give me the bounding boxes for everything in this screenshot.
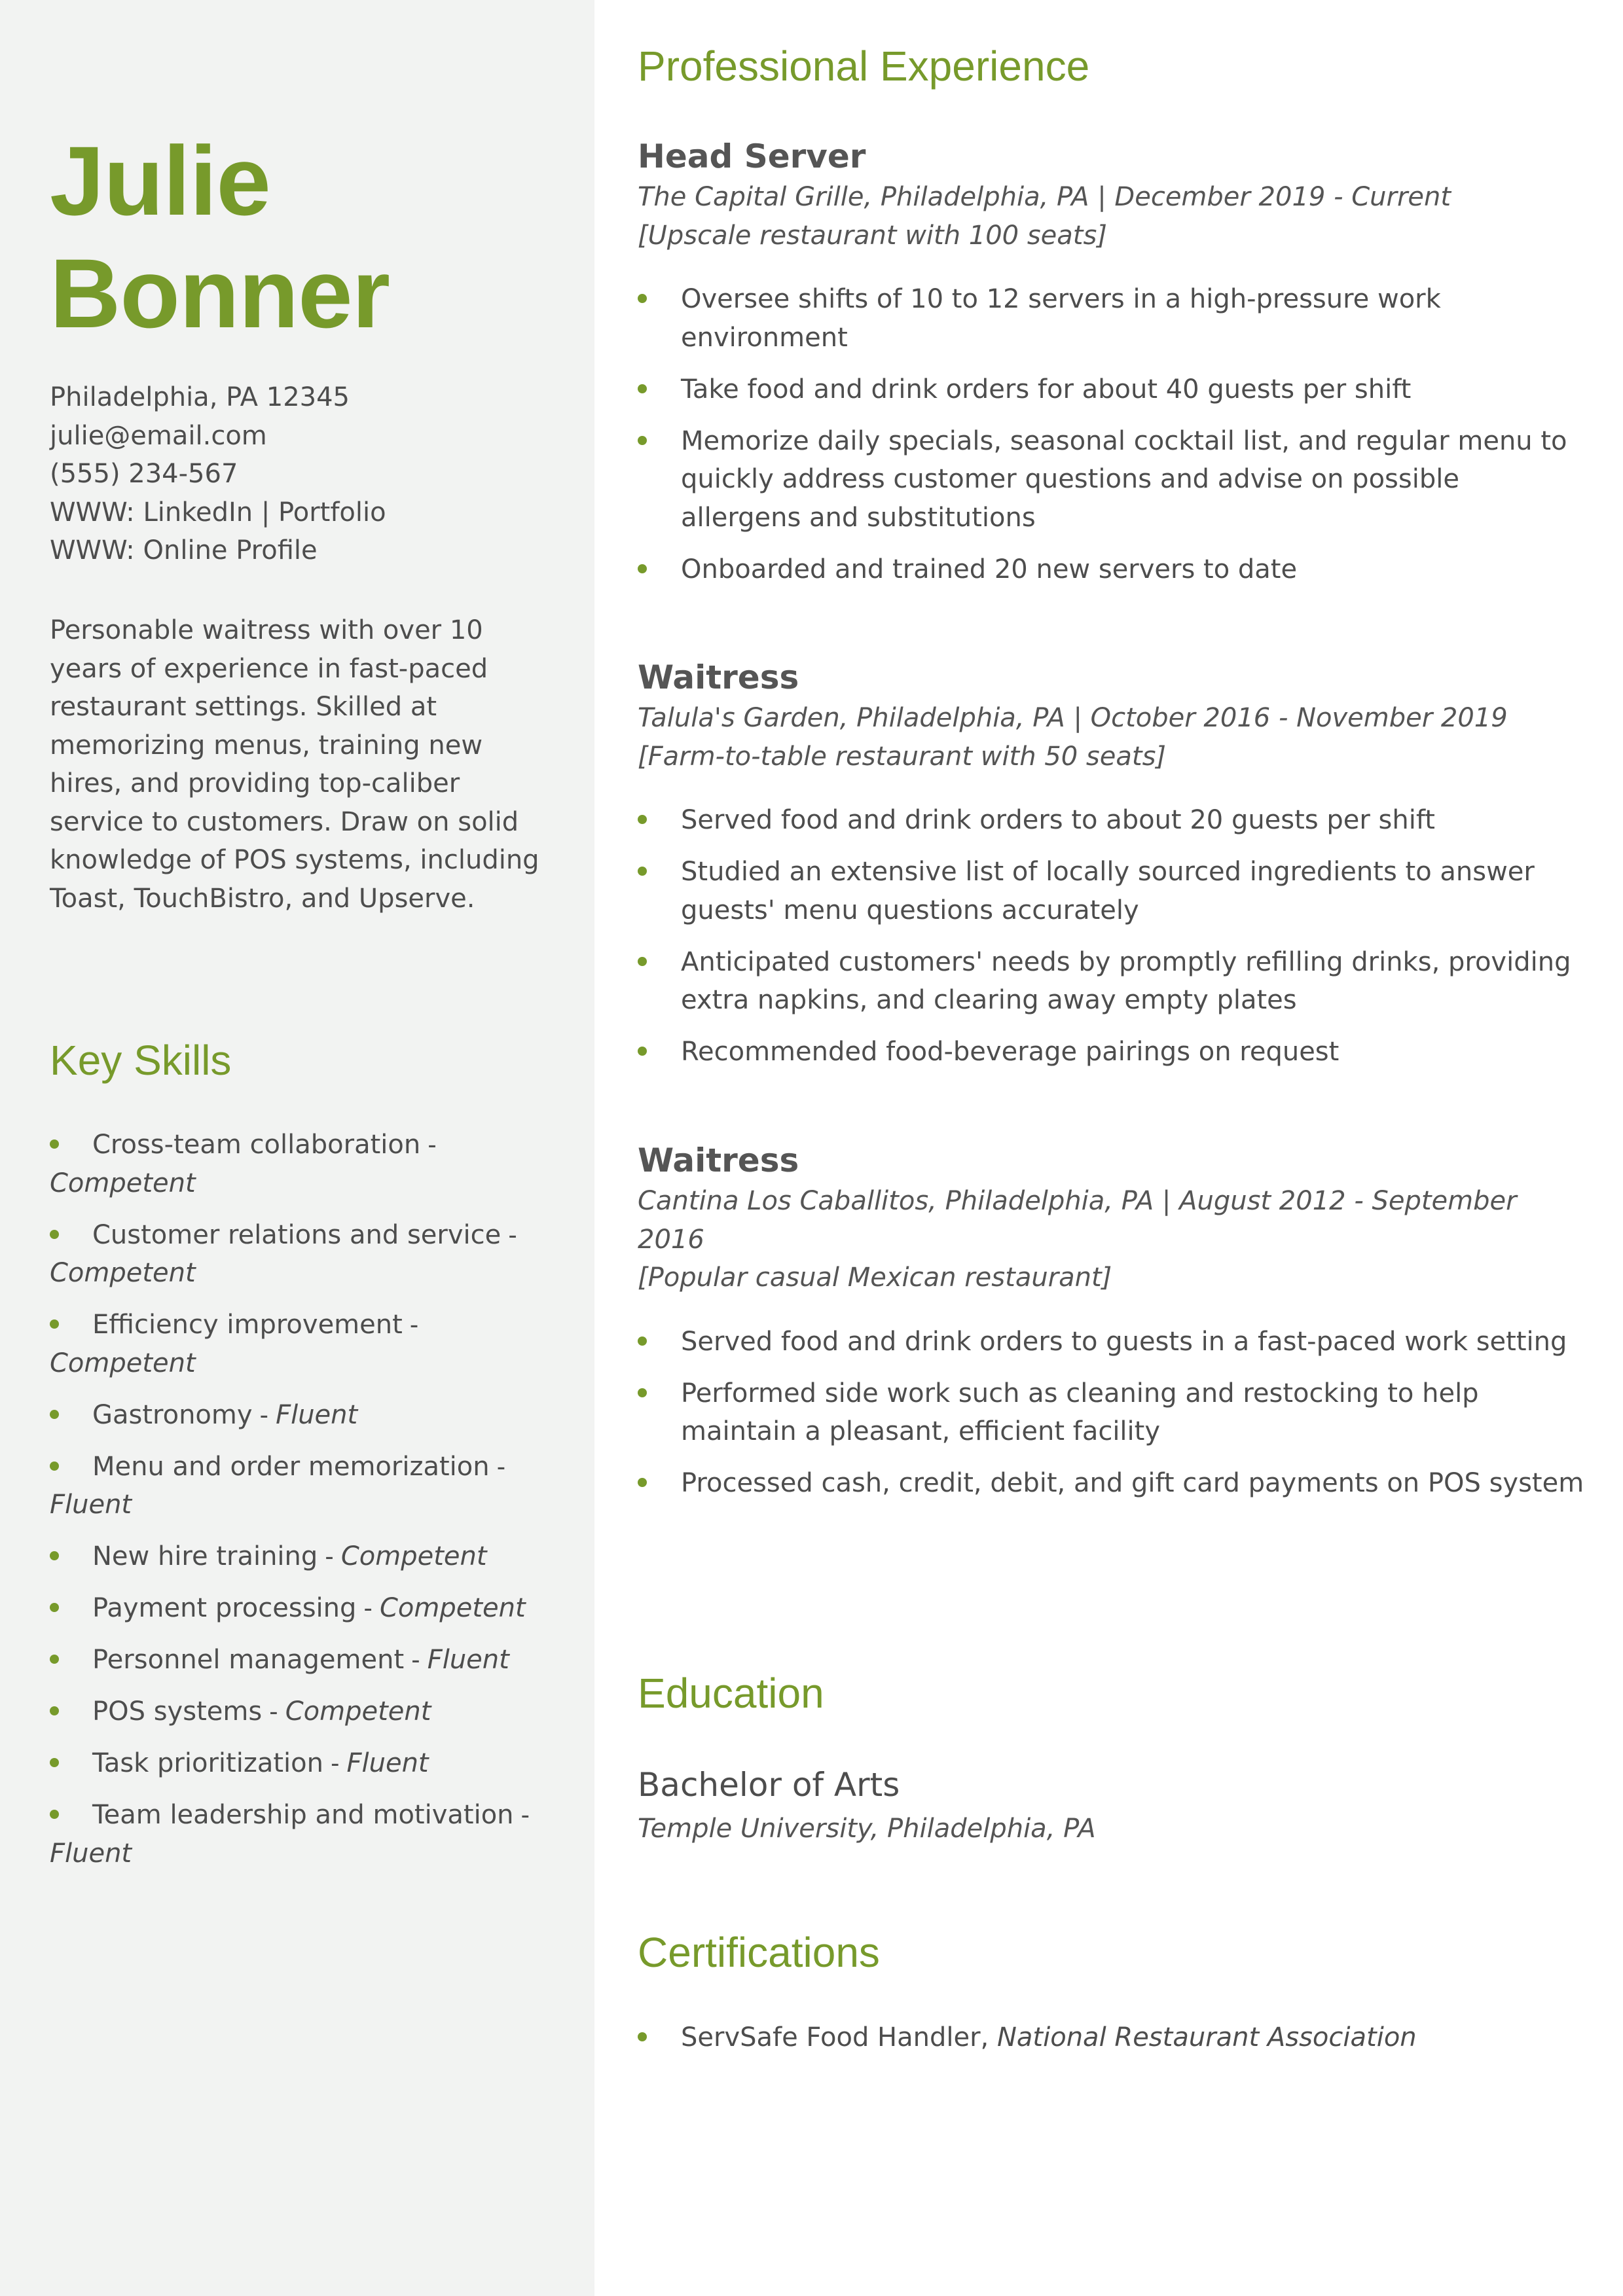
bullet-dot-icon xyxy=(638,957,647,966)
job-employer-dates: Cantina Los Caballitos, Philadelphia, PA | August 2012 - September 2016 xyxy=(638,1186,1517,1255)
skill-item: Menu and order memorization - Fluent xyxy=(50,1451,506,1520)
bullet-dot-icon xyxy=(50,1706,59,1715)
last-name: Bonner xyxy=(50,238,390,348)
skills-heading: Key Skills xyxy=(50,1037,232,1084)
skill-name: Team leadership and motivation xyxy=(92,1800,514,1830)
experience-heading: Professional Experience xyxy=(638,43,1090,90)
job-bullet: Anticipated customers' needs by promptly refilling drinks, providing extra napkins, and clearing away empty plates xyxy=(638,943,1587,1020)
bullet-dot-icon xyxy=(638,294,647,303)
skill-item: New hire training - Competent xyxy=(50,1537,554,1576)
job-bullet: Studied an extensive list of locally sourced ingredients to answer guests' menu questions accurately xyxy=(638,853,1587,929)
skill-level: Fluent xyxy=(50,1490,132,1520)
job-bullet: Memorize daily specials, seasonal cocktail list, and regular menu to quickly address customer questions and advise on possible allergens and substitutions xyxy=(638,422,1587,537)
skill-item: Payment processing - Competent xyxy=(50,1589,554,1628)
certification-org: National Restaurant Association xyxy=(997,2022,1417,2053)
bullet-dot-icon xyxy=(638,1047,647,1056)
bullet-dot-icon xyxy=(50,1230,59,1239)
bullet-dot-icon xyxy=(638,1336,647,1346)
bullet-dot-icon xyxy=(50,1139,59,1149)
job-title: Waitress xyxy=(638,1141,799,1179)
school: Temple University, Philadelphia, PA xyxy=(638,1814,1096,1844)
job-bullet: Served food and drink orders to about 20 guests per shift xyxy=(638,801,1587,840)
skill-level: Competent xyxy=(50,1258,196,1288)
skill-name: Efficiency improvement xyxy=(92,1310,403,1340)
job-employer-note: [Farm-to-table restaurant with 50 seats] xyxy=(638,741,1167,772)
skill-item: Customer relations and service - Competent xyxy=(50,1219,517,1288)
certification-item xyxy=(638,2018,1587,2057)
skill-item: Personnel management - Fluent xyxy=(50,1641,554,1679)
job-employer-note: [Popular casual Mexican restaurant] xyxy=(638,1263,1112,1293)
skill-name: Personnel management xyxy=(92,1645,405,1675)
skill-level: Fluent xyxy=(346,1748,429,1778)
bullet-dot-icon xyxy=(638,436,647,445)
first-name: Julie xyxy=(50,126,270,236)
skill-level: Competent xyxy=(379,1593,526,1623)
job-title: Head Server xyxy=(638,137,866,175)
skill-level: Competent xyxy=(50,1348,196,1378)
bullet-dot-icon xyxy=(638,815,647,824)
job-employer-dates: The Capital Grille, Philadelphia, PA | December 2019 - Current xyxy=(638,182,1451,212)
job-bullet: Recommended food-beverage pairings on request xyxy=(638,1033,1587,1071)
skill-item: Cross-team collaboration - Competent xyxy=(50,1130,437,1198)
phone: (555) 234-567 xyxy=(50,459,238,489)
skill-level: Fluent xyxy=(50,1838,132,1869)
bullet-dot-icon xyxy=(50,1462,59,1471)
skill-item: Gastronomy - Fluent xyxy=(50,1396,554,1435)
skill-name: Task prioritization xyxy=(92,1748,323,1778)
skills-list xyxy=(50,1126,554,1886)
job-employer-dates: Talula's Garden, Philadelphia, PA | October 2016 - November 2019 xyxy=(638,703,1508,733)
certification-name: ServSafe Food Handler, xyxy=(681,2022,989,2053)
skill-level: Competent xyxy=(340,1541,487,1571)
bullet-dot-icon xyxy=(638,2032,647,2041)
bullet-dot-icon xyxy=(638,1478,647,1487)
degree: Bachelor of Arts xyxy=(638,1766,900,1804)
certifications-heading: Certifications xyxy=(638,1929,880,1976)
job-bullet: Oversee shifts of 10 to 12 servers in a high-pressure work environment xyxy=(638,280,1587,357)
job-entry xyxy=(638,656,1587,1085)
bullet-dot-icon xyxy=(638,1388,647,1397)
skill-name: New hire training xyxy=(92,1541,318,1571)
contact-info xyxy=(50,378,386,570)
skill-level: Competent xyxy=(285,1696,431,1727)
job-bullet: Onboarded and trained 20 new servers to date xyxy=(638,550,1587,589)
online-profile: WWW: Online Profile xyxy=(50,535,318,565)
skill-name: POS systems xyxy=(92,1696,263,1727)
job-bullets xyxy=(638,1323,1587,1503)
skill-level: Fluent xyxy=(427,1645,509,1675)
sidebar xyxy=(0,0,594,2296)
skill-name: Customer relations and service xyxy=(92,1219,501,1250)
bullet-dot-icon xyxy=(638,564,647,573)
job-bullets xyxy=(638,280,1587,588)
skill-item: Task prioritization - Fluent xyxy=(50,1744,554,1783)
job-bullets xyxy=(638,801,1587,1071)
job-employer-note: [Upscale restaurant with 100 seats] xyxy=(638,220,1107,251)
job-bullet: Processed cash, credit, debit, and gift card payments on POS system xyxy=(638,1464,1587,1503)
location: Philadelphia, PA 12345 xyxy=(50,382,350,412)
job-bullet: Take food and drink orders for about 40 guests per shift xyxy=(638,370,1587,409)
skill-name: Payment processing xyxy=(92,1593,357,1623)
skill-name: Cross-team collaboration xyxy=(92,1130,421,1160)
bullet-dot-icon xyxy=(638,867,647,876)
bullet-dot-icon xyxy=(50,1410,59,1419)
professional-summary: Personable waitress with over 10 years of experience in fast-paced restaurant settings. Skilled at memorizing menus, training new hires, and providing top-caliber service to customers. Draw on solid knowledge of POS systems, including Toast, TouchBistro, and Upserve. xyxy=(50,615,539,914)
skill-level: Competent xyxy=(50,1168,196,1198)
job-entry xyxy=(638,135,1587,602)
skill-name: Gastronomy xyxy=(92,1399,253,1430)
skill-item: POS systems - Competent xyxy=(50,1693,554,1731)
certifications-list xyxy=(638,2018,1587,2057)
bullet-dot-icon xyxy=(50,1655,59,1664)
job-bullet: Served food and drink orders to guests in a fast-paced work setting xyxy=(638,1323,1587,1361)
web-links: WWW: LinkedIn | Portfolio xyxy=(50,497,386,528)
bullet-dot-icon xyxy=(50,1810,59,1819)
job-title: Waitress xyxy=(638,658,799,696)
education-heading: Education xyxy=(638,1670,824,1717)
candidate-name xyxy=(50,124,390,350)
main-content xyxy=(594,0,1623,2296)
skill-item: Team leadership and motivation - Fluent xyxy=(50,1800,530,1869)
skill-level: Fluent xyxy=(276,1399,358,1430)
bullet-dot-icon xyxy=(50,1603,59,1612)
bullet-dot-icon xyxy=(638,384,647,393)
job-entry xyxy=(638,1139,1587,1516)
bullet-dot-icon xyxy=(50,1319,59,1329)
job-bullet: Performed side work such as cleaning and restocking to help maintain a pleasant, efficient facility xyxy=(638,1374,1587,1451)
email: julie@email.com xyxy=(50,420,267,451)
bullet-dot-icon xyxy=(50,1758,59,1767)
skill-name: Menu and order memorization xyxy=(92,1451,490,1482)
bullet-dot-icon xyxy=(50,1551,59,1560)
skill-item: Efficiency improvement - Competent xyxy=(50,1310,419,1378)
